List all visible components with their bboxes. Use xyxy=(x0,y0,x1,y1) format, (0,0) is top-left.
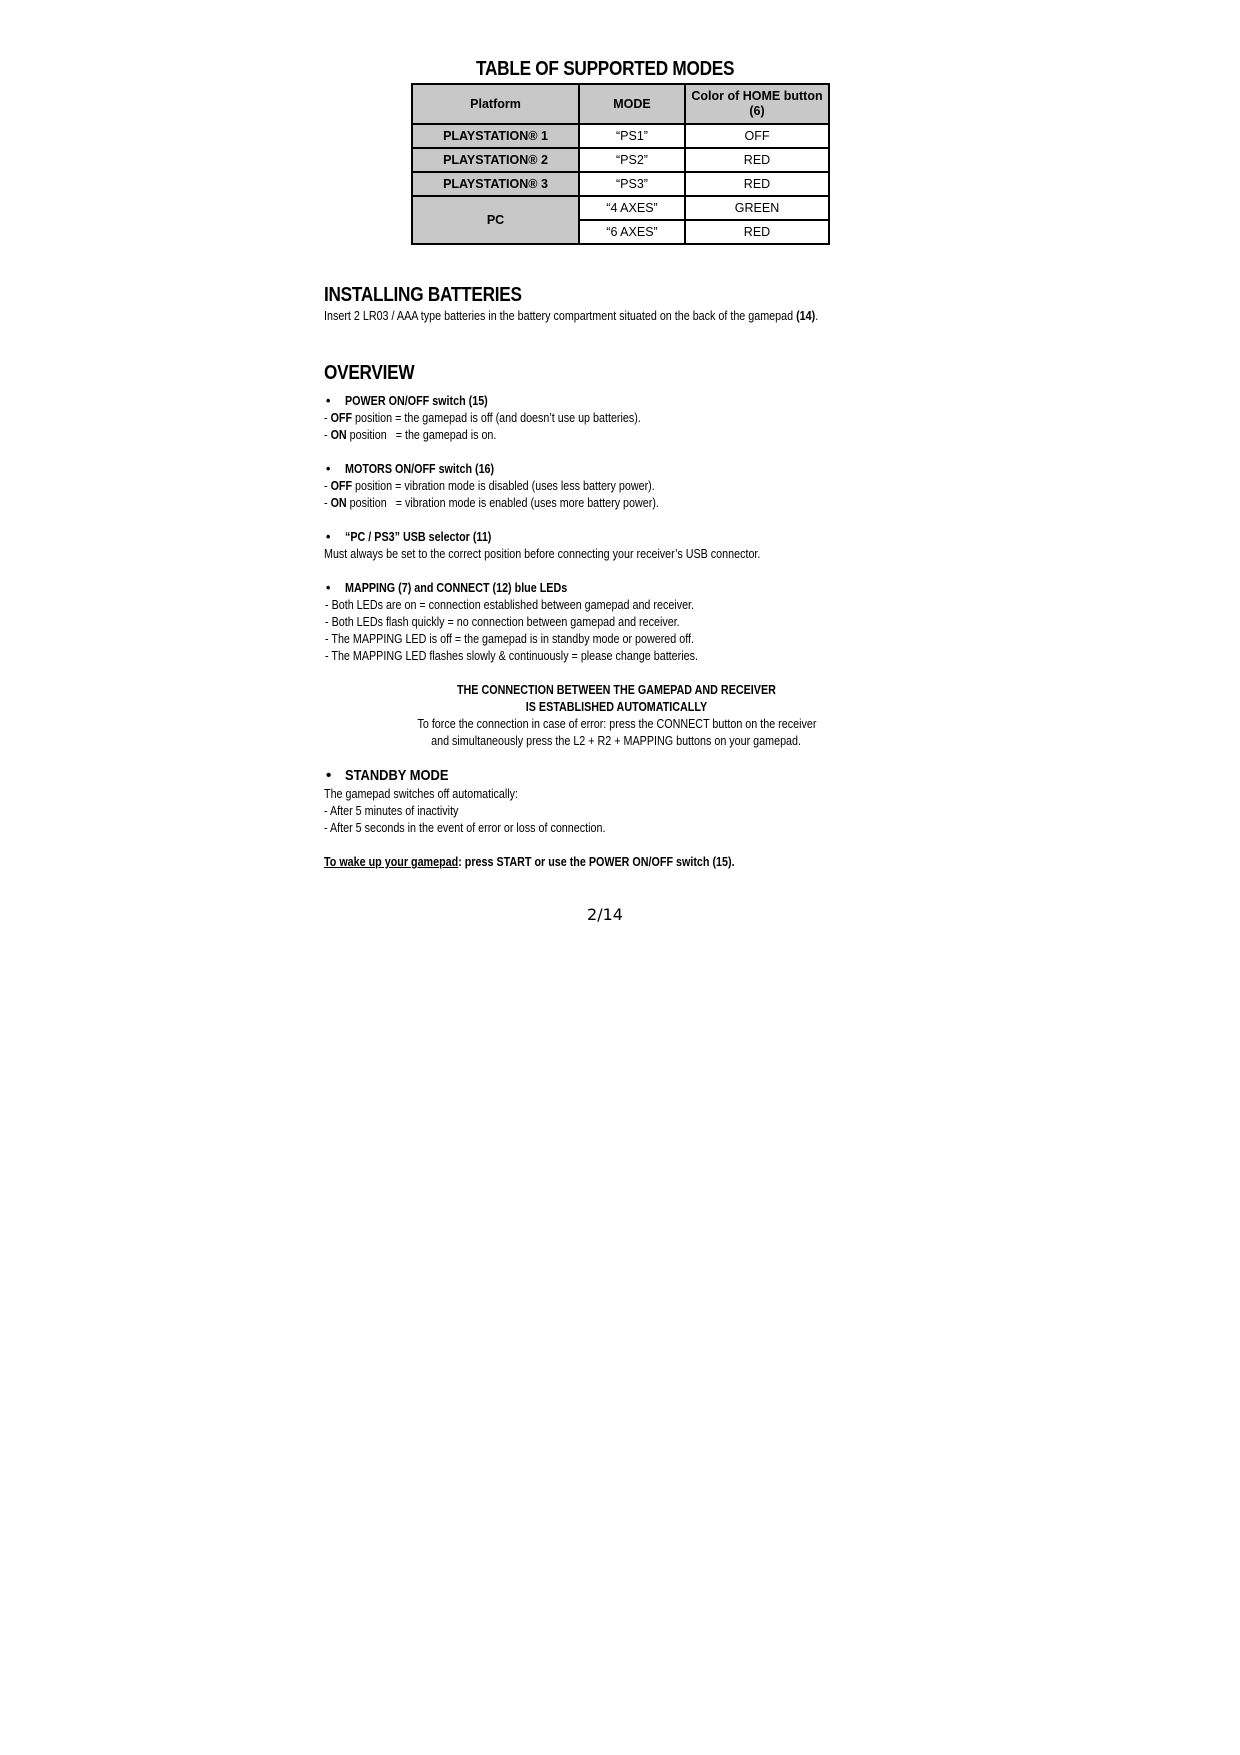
standby-intro: The gamepad switches off automatically: xyxy=(324,787,519,801)
power-switch-title: • POWER ON/OFF switch (15) xyxy=(326,394,488,408)
overview-heading: OVERVIEW xyxy=(324,362,415,384)
table-row xyxy=(412,124,829,148)
color-cell: GREEN xyxy=(685,196,829,220)
platform-cell: PLAYSTATION® 2 xyxy=(412,148,579,172)
leds-title: • MAPPING (7) and CONNECT (12) blue LEDs xyxy=(326,581,568,595)
bullet-icon: • xyxy=(326,530,331,544)
batteries-text: Insert 2 LR03 / AAA type batteries in the battery compartment situated on the back of the gamepad (14). xyxy=(324,309,819,323)
connection-note-line3: To force the connection in case of error: press the CONNECT button on the receiver xyxy=(417,717,816,731)
bullet-icon: • xyxy=(326,581,331,595)
connection-note-line1: THE CONNECTION BETWEEN THE GAMEPAD AND RECEIVER xyxy=(457,683,776,697)
mode-cell: “PS2” xyxy=(579,148,685,172)
table-row xyxy=(412,172,829,196)
page-number: 2/14 xyxy=(587,905,623,924)
motors-off-line: - OFF position = vibration mode is disabled (uses less battery power). xyxy=(324,479,655,493)
led-status-line: - Both LEDs flash quickly = no connection between gamepad and receiver. xyxy=(325,615,680,629)
platform-cell: PC xyxy=(412,196,579,244)
led-status-line: - The MAPPING LED flashes slowly & continuously = please change batteries. xyxy=(325,649,698,663)
header-platform: Platform xyxy=(412,84,579,124)
usb-selector-title: • “PC / PS3” USB selector (11) xyxy=(326,530,492,544)
motors-on-line: - ON position = vibration mode is enabled (uses more battery power). xyxy=(324,496,659,510)
mode-cell: “PS3” xyxy=(579,172,685,196)
mode-cell: “PS1” xyxy=(579,124,685,148)
connection-note-line2: IS ESTABLISHED AUTOMATICALLY xyxy=(525,700,708,714)
mode-cell: “6 AXES” xyxy=(579,220,685,244)
bullet-icon: • xyxy=(326,394,331,408)
color-cell: RED xyxy=(685,172,829,196)
usb-selector-text: Must always be set to the correct position before connecting your receiver’s USB connector. xyxy=(324,547,761,561)
standby-title: • STANDBY MODE xyxy=(326,767,449,784)
header-home-color: Color of HOME button (6) xyxy=(685,84,829,124)
table-title: TABLE OF SUPPORTED MODES xyxy=(475,58,735,80)
power-off-line: - OFF position = the gamepad is off (and doesn’t use up batteries). xyxy=(324,411,641,425)
led-status-line: - Both LEDs are on = connection established between gamepad and receiver. xyxy=(325,598,695,612)
table-header-row xyxy=(412,84,829,124)
bullet-icon: • xyxy=(326,767,332,784)
color-cell: OFF xyxy=(685,124,829,148)
standby-line: - After 5 seconds in the event of error or loss of connection. xyxy=(324,821,606,835)
batteries-heading: INSTALLING BATTERIES xyxy=(324,284,522,306)
header-mode: MODE xyxy=(579,84,685,124)
mode-cell: “4 AXES” xyxy=(579,196,685,220)
standby-line: - After 5 minutes of inactivity xyxy=(324,804,459,818)
color-cell: RED xyxy=(685,220,829,244)
bullet-icon: • xyxy=(326,462,331,476)
supported-modes-table xyxy=(411,83,830,245)
wake-up-instruction: To wake up your gamepad: press START or use the POWER ON/OFF switch (15). xyxy=(324,855,735,869)
color-cell: RED xyxy=(685,148,829,172)
platform-cell: PLAYSTATION® 3 xyxy=(412,172,579,196)
power-on-line: - ON position = the gamepad is on. xyxy=(324,428,497,442)
connection-note-line4: and simultaneously press the L2 + R2 + MAPPING buttons on your gamepad. xyxy=(431,734,802,748)
table-row xyxy=(412,148,829,172)
table-row xyxy=(412,196,829,220)
motors-switch-title: • MOTORS ON/OFF switch (16) xyxy=(326,462,495,476)
platform-cell: PLAYSTATION® 1 xyxy=(412,124,579,148)
led-status-line: - The MAPPING LED is off = the gamepad is in standby mode or powered off. xyxy=(325,632,694,646)
